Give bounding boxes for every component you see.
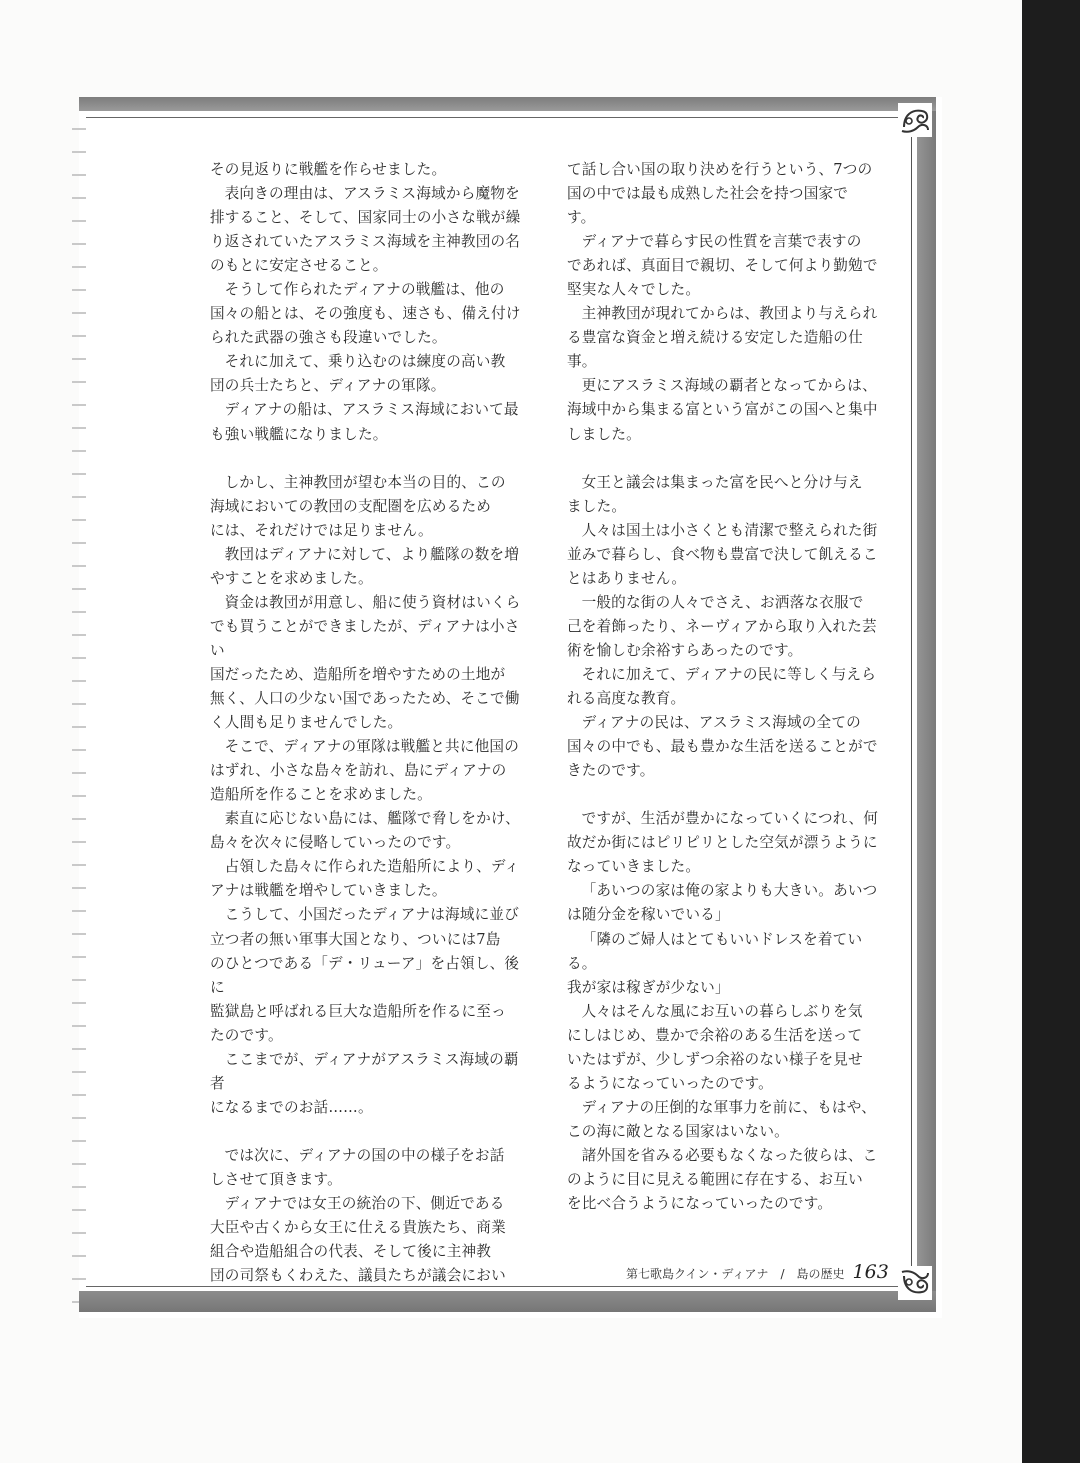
paragraph-gap bbox=[210, 447, 522, 471]
perforated-edge bbox=[72, 110, 86, 1310]
paragraph: 更にアスラミス海域の覇者となってからは、 海域中から集まる富という富がこの国へと集中 しました。 bbox=[567, 377, 878, 443]
paragraph-gap bbox=[567, 447, 879, 471]
frame-right-border bbox=[917, 111, 936, 1291]
paragraph: 表向きの理由は、アスラミス海域から魔物を 排すること、そして、国家同士の小さな戦が繰 り返されていたアスラミス海域を主神教団の名 のもとに安定させること。 bbox=[210, 185, 521, 275]
right-text-column bbox=[567, 158, 879, 1216]
paragraph: こうして、小国だったディアナは海域に並び 立つ者の無い軍事大国となり、ついには7島 のひとつである「デ・リューア」を占領し、後に 監獄島と呼ばれる巨大な造船所を作るに至っ たのです。 bbox=[210, 906, 520, 1044]
corner-ornament-icon bbox=[898, 103, 932, 137]
paragraph: 女王と議会は集まった富を民へと分け与え ました。 bbox=[567, 473, 863, 515]
paragraph: 一般的な街の人々でさえ、お洒落な衣服で 己を着飾ったり、ネーヴィアから取り入れた芸 術を愉しむ余裕すらあったのです。 bbox=[567, 593, 877, 659]
paragraph: 主神教団が現れてからは、教団より与えられ る豊富な資金と増え続ける安定した造船の仕 事。 bbox=[567, 305, 878, 371]
paragraph: それに加えて、ディアナの民に等しく与えら れる高度な教育。 bbox=[567, 665, 877, 708]
paragraph: 素直に応じない島には、艦隊で脅しをかけ、 島々を次々に侵略していったのです。 bbox=[210, 810, 520, 852]
left-text-column bbox=[210, 158, 522, 1288]
paragraph: では次に、ディアナの国の中の様子をお話 しさせて頂きます。 bbox=[210, 1146, 505, 1188]
paragraph: 「あいつの家は俺の家よりも大きい。あいつ は随分金を稼いでいる」 bbox=[567, 882, 878, 924]
paragraph-gap bbox=[567, 783, 879, 807]
paragraph: そこで、ディアナの軍隊は戦艦と共に他国の はずれ、小さな島々を訪れ、島にディアナの 造船所を作ることを求めました。 bbox=[210, 738, 520, 804]
paragraph: ディアナで暮らす民の性質を言葉で表すの であれば、真面目で親切、そして何より勤勉で 堅実な人々でした。 bbox=[567, 233, 878, 299]
footer-chapter-title: 第七歌島クイン・ディアナ bbox=[626, 1267, 769, 1281]
paragraph: 「隣のご婦人はとてもいいドレスを着ている。 我が家は稼ぎが少ない」 bbox=[567, 930, 863, 996]
corner-ornament-icon bbox=[898, 1266, 932, 1300]
paragraph: ディアナでは女王の統治の下、側近である 大臣や古くから女王に仕える貴族たち、商業 組合や造船組合の代表、そして後に主神教 団の司祭もくわえた、議員たちが議会におい bbox=[210, 1195, 506, 1285]
paragraph: て話し合い国の取り決めを行うという、7つの 国の中では最も成熟した社会を持つ国家で す。 bbox=[567, 161, 873, 227]
page-footer bbox=[626, 1261, 889, 1283]
page-number: 163 bbox=[852, 1261, 889, 1283]
paragraph: 占領した島々に作られた造船所により、ディ アナは戦艦を増やしていきました。 bbox=[210, 858, 520, 900]
paragraph: それに加えて、乗り込むのは練度の高い教 団の兵士たちと、ディアナの軍隊。 bbox=[210, 353, 506, 395]
paragraph: ですが、生活が豊かになっていくにつれ、何 故だか街にはピリピリとした空気が漂うように なっていきました。 bbox=[567, 810, 879, 876]
footer-separator: / bbox=[780, 1267, 785, 1281]
scanner-edge bbox=[1022, 0, 1080, 1463]
paragraph: ディアナの圧倒的な軍事力を前に、もはや、 この海に敵となる国家はいない。 bbox=[567, 1098, 877, 1140]
paragraph: ここまでが、ディアナがアスラミス海域の覇者 になるまでのお話……。 bbox=[210, 1050, 519, 1116]
paragraph: 人々はそんな風にお互いの暮らしぶりを気 にしはじめ、豊かで余裕のある生活を送って いたはずが、少しずつ余裕のない様子を見せ るようになっていったのです。 bbox=[567, 1002, 863, 1092]
paragraph: その見返りに戦艦を作らせました。 bbox=[210, 161, 447, 178]
paragraph: 諸外国を省みる必要もなくなった彼らは、こ のように目に見える範囲に存在する、お互い を比べ合うようになっていったのです。 bbox=[567, 1146, 878, 1213]
paragraph: ディアナの船は、アスラミス海域において最 も強い戦艦になりました。 bbox=[210, 401, 519, 443]
paragraph: 資金は教団が用意し、船に使う資材はいくら でも買うことができましたが、ディアナは小さい 国だったため、造船所を増やすための土地が 無く、人口の少ない国であったため、そこで働 く人間も足りませんでした。 bbox=[210, 593, 521, 732]
frame-bottom-border bbox=[79, 1291, 936, 1312]
paragraph-gap bbox=[210, 1120, 522, 1144]
paragraph: 教団はディアナに対して、より艦隊の数を増 やすことを求めました。 bbox=[210, 545, 520, 587]
paragraph: そうして作られたディアナの戦艦は、他の 国々の船とは、その強度も、速さも、備え付け られた武器の強さも段違いでした。 bbox=[210, 281, 521, 347]
footer-section-title: 島の歴史 bbox=[796, 1267, 845, 1281]
paragraph: 人々は国土は小さくとも清潔で整えられた街 並みで暮らし、食べ物も豊富で決して飢えるこ とはありません。 bbox=[567, 521, 878, 587]
paragraph: しかし、主神教団が望む本当の目的、この 海域においての教団の支配圏を広めるため には、それだけでは足りません。 bbox=[210, 473, 506, 539]
frame-top-border bbox=[79, 97, 936, 111]
paragraph: ディアナの民は、アスラミス海域の全ての 国々の中でも、最も豊かな生活を送ることがで きたのです。 bbox=[567, 714, 878, 780]
